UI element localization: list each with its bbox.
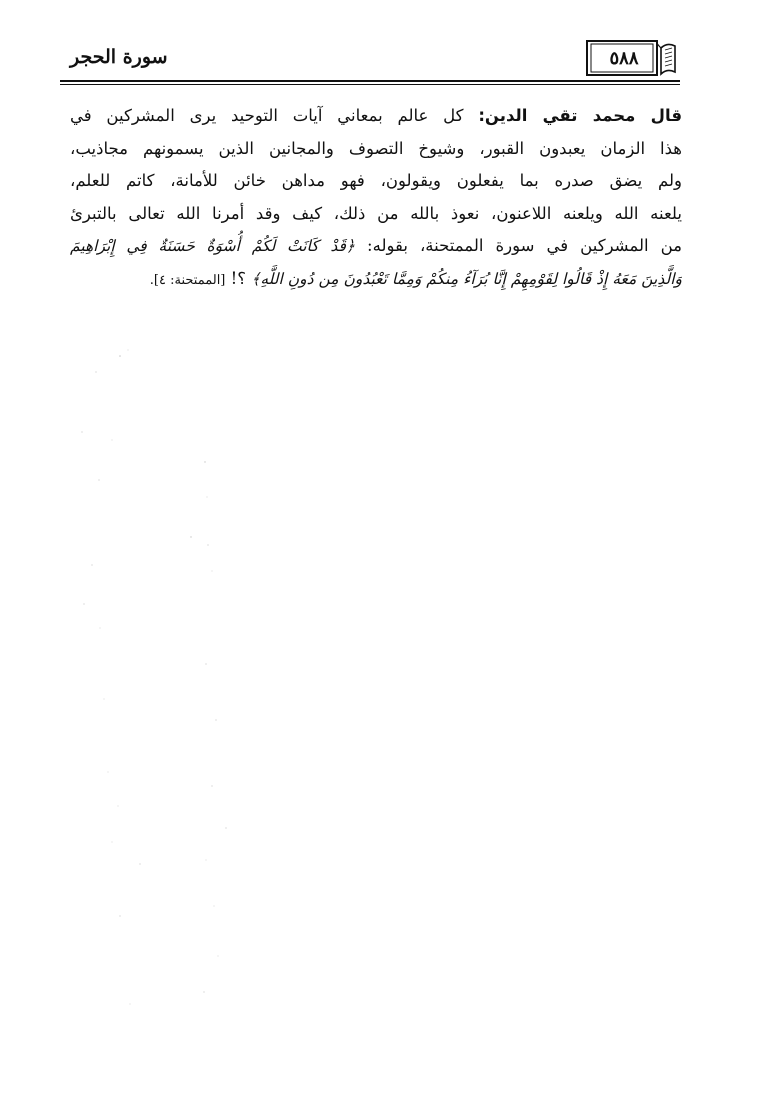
quran-verse-part-1: ﴿قَدْ كَانَتْ لَكُمْ أُسْوَةٌ حَسَنَةٌ فِي إِبْرَاهِيمَ <box>70 237 355 256</box>
text-line-2: هذا الزمان يعبدون القبور، وشيوخ التصوف والمجانين الذين يسمونهم مجاذيب، <box>70 138 682 158</box>
text-line-1-rest: كل عالم بمعاني آيات التوحيد يرى المشركين في <box>70 106 464 125</box>
surah-title: سورة الحجر <box>70 46 168 68</box>
page-number: ٥٨٨ <box>609 48 639 69</box>
speaker-name: قال محمد تقي الدين: <box>478 106 682 125</box>
quran-verse-part-2: وَالَّذِينَ مَعَهُ إِذْ قَالُوا لِقَوْمِهِمْ إِنَّا بُرَآءُ مِنكُمْ وَمِمَّا تَعْبُدُونَ مِن دُونِ اللَّهِ﴾ <box>251 269 682 288</box>
verse-citation: [الممتحنة: ٤]. <box>149 272 226 288</box>
text-line-3: ولم يضق صدره بما يفعلون ويقولون، فهو مداهن خائن للأمانة، كاتم للعلم، <box>70 171 682 191</box>
text-line-4: يلعنه الله ويلعنه اللاعنون، نعوذ بالله من ذلك، كيف وقد أمرنا الله تعالى بالتبرئ <box>70 203 682 223</box>
text-line-5-text: من المشركين في سورة الممتحنة، بقوله: <box>367 236 682 256</box>
verse-punctuation: ؟! <box>230 268 247 288</box>
